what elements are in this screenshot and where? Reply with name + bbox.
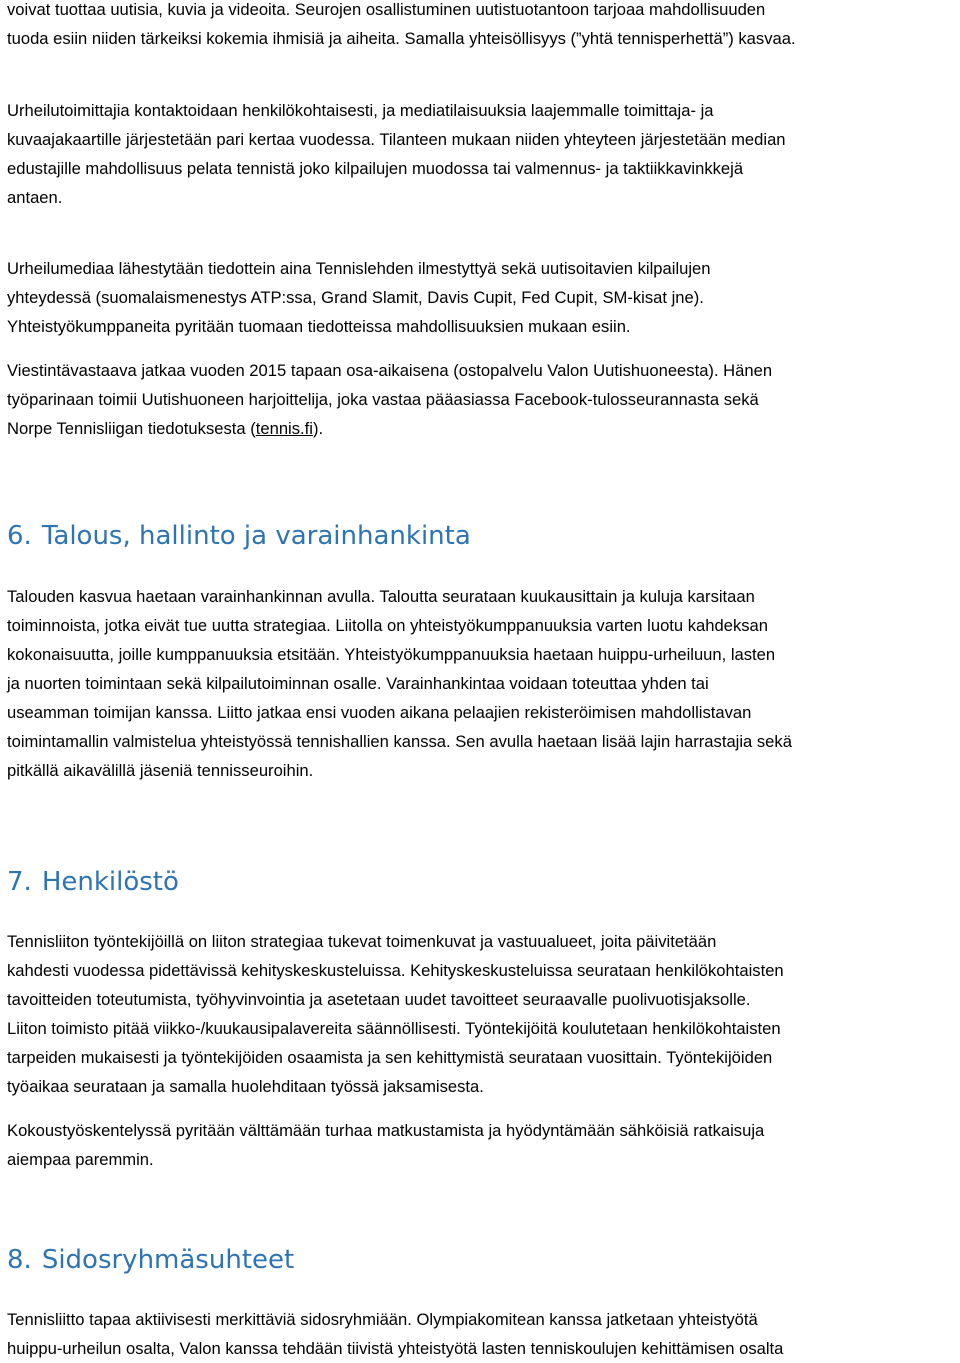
text-line: Tennisliiton työntekijöillä on liiton strategiaa tukevat toimenkuvat ja vastuualueet, joita päivitetään — [7, 932, 717, 951]
section-title: Talous, hallinto ja varainhankinta — [41, 521, 471, 551]
text-fragment: Norpe Tennisliigan tiedotuksesta ( — [7, 419, 256, 438]
text-line: voivat tuottaa uutisia, kuvia ja videoita. Seurojen osallistuminen uutistuotantoon tarjoaa mahdollisuuden — [7, 0, 766, 19]
paragraph-stakeholders — [7, 1305, 953, 1363]
paragraph-sports-journalists — [7, 96, 953, 212]
paragraph-staff — [7, 927, 953, 1101]
text-line: tuoda esiin niiden tärkeiksi kokemia ihmisiä ja aiheita. Samalla yhteisöllisyys (”yhtä tennisperhettä”) kasvaa. — [7, 29, 796, 48]
text-line: kahdesti vuodessa pidettävissä kehityskeskusteluissa. Kehityskeskusteluissa seurataan henkilökohtaisten — [7, 961, 784, 980]
paragraph-meetings — [7, 1116, 953, 1174]
text-line: Talouden kasvua haetaan varainhankinnan avulla. Taloutta seurataan kuukausittain ja kuluja karsitaan — [7, 587, 755, 606]
text-fragment: ). — [312, 419, 324, 438]
text-line: tarpeiden mukaisesti ja työntekijöiden osaamista ja sen kehittymistä seurataan vuosittain. Työntekijöiden — [7, 1048, 773, 1067]
tennis-fi-link[interactable]: tennis.fi — [255, 419, 313, 438]
text-line: kokonaisuutta, joille kumppanuuksia etsitään. Yhteistyökumppanuuksia haetaan huippu-urheiluun, lasten — [7, 645, 776, 664]
section-number: 7. — [7, 867, 32, 897]
text-line: Liiton toimisto pitää viikko-/kuukausipalavereita säännöllisesti. Työntekijöitä koulutetaan henkilökohtaisten — [7, 1019, 781, 1038]
text-line: Tennisliitto tapaa aktiivisesti merkittäviä sidosryhmiään. Olympiakomitean kanssa jatketaan yhteistyötä — [7, 1310, 758, 1329]
text-line: toiminnoista, jotka eivät tue uutta strategiaa. Liitolla on yhteistyökumppanuuksia varten luotu kahdeksan — [7, 616, 769, 635]
paragraph-finance — [7, 582, 953, 785]
section-number: 8. — [7, 1245, 32, 1275]
section-number: 6. — [7, 521, 32, 551]
section-7-heading — [7, 865, 179, 899]
paragraph-communications-officer — [7, 356, 953, 443]
text-line: työaikaa seurataan ja samalla huolehditaan työssä jaksamisesta. — [7, 1077, 484, 1096]
text-line: Yhteistyökumppaneita pyritään tuomaan tiedotteissa mahdollisuuksien mukaan esiin. — [7, 317, 631, 336]
section-title: Sidosryhmäsuhteet — [41, 1245, 295, 1275]
section-title: Henkilöstö — [41, 867, 179, 897]
text-line: toimintamallin valmistelua yhteistyössä tennishallien kanssa. Sen avulla haetaan lisää lajin harrastajia sekä — [7, 732, 792, 751]
text-line: Urheilutoimittajia kontaktoidaan henkilökohtaisesti, ja mediatilaisuuksia laajemmalle toimittaja- ja — [7, 101, 714, 120]
text-line: huippu-urheilun osalta, Valon kanssa tehdään tiivistä yhteistyötä lasten tenniskoulujen kehittämisen osalta — [7, 1339, 784, 1358]
text-line: Kokoustyöskentelyssä pyritään välttämään turhaa matkustamista ja hyödyntämään sähköisiä ratkaisuja — [7, 1121, 765, 1140]
text-line: yhteydessä (suomalaismenestys ATP:ssa, Grand Slamit, Davis Cupit, Fed Cupit, SM-kisat jne). — [7, 288, 704, 307]
text-line: Viestintävastaava jatkaa vuoden 2015 tapaan osa-aikaisena (ostopalvelu Valon Uutishuoneesta). Hänen — [7, 361, 773, 380]
text-line: tavoitteiden toteutumista, työhyvinvointia ja asetetaan uudet tavoitteet seuraavalle puolivuotisjaksolle. — [7, 990, 751, 1009]
text-line: useamman toimijan kanssa. Liitto jatkaa ensi vuoden aikana pelaajien rekisteröimisen mahdollistavan — [7, 703, 752, 722]
text-line: pitkällä aikavälillä jäseniä tennisseuroihin. — [7, 761, 314, 780]
text-line: kuvaajakaartille järjestetään pari kertaa vuodessa. Tilanteen mukaan niiden yhteyteen järjestetään median — [7, 130, 786, 149]
text-line: antaen. — [7, 188, 63, 207]
text-line: työparinaan toimii Uutishuoneen harjoittelija, joka vastaa pääasiassa Facebook-tulosseurannasta sekä — [7, 390, 759, 409]
text-line — [7, 414, 953, 443]
text-line: ja nuorten toimintaan sekä kilpailutoiminnan osalle. Varainhankintaa voidaan toteuttaa yhden tai — [7, 674, 709, 693]
section-6-heading — [7, 519, 471, 553]
section-8-heading — [7, 1243, 294, 1277]
text-line: edustajille mahdollisuus pelata tennistä joko kilpailujen muodossa tai valmennus- ja taktiikkavinkkejä — [7, 159, 744, 178]
text-line: Urheilumediaa lähestytään tiedottein aina Tennislehden ilmestyttyä sekä uutisoitavien kilpailujen — [7, 259, 711, 278]
paragraph-citizen-journalism — [7, 0, 953, 53]
paragraph-sports-media — [7, 254, 953, 341]
text-line: aiempaa paremmin. — [7, 1150, 154, 1169]
